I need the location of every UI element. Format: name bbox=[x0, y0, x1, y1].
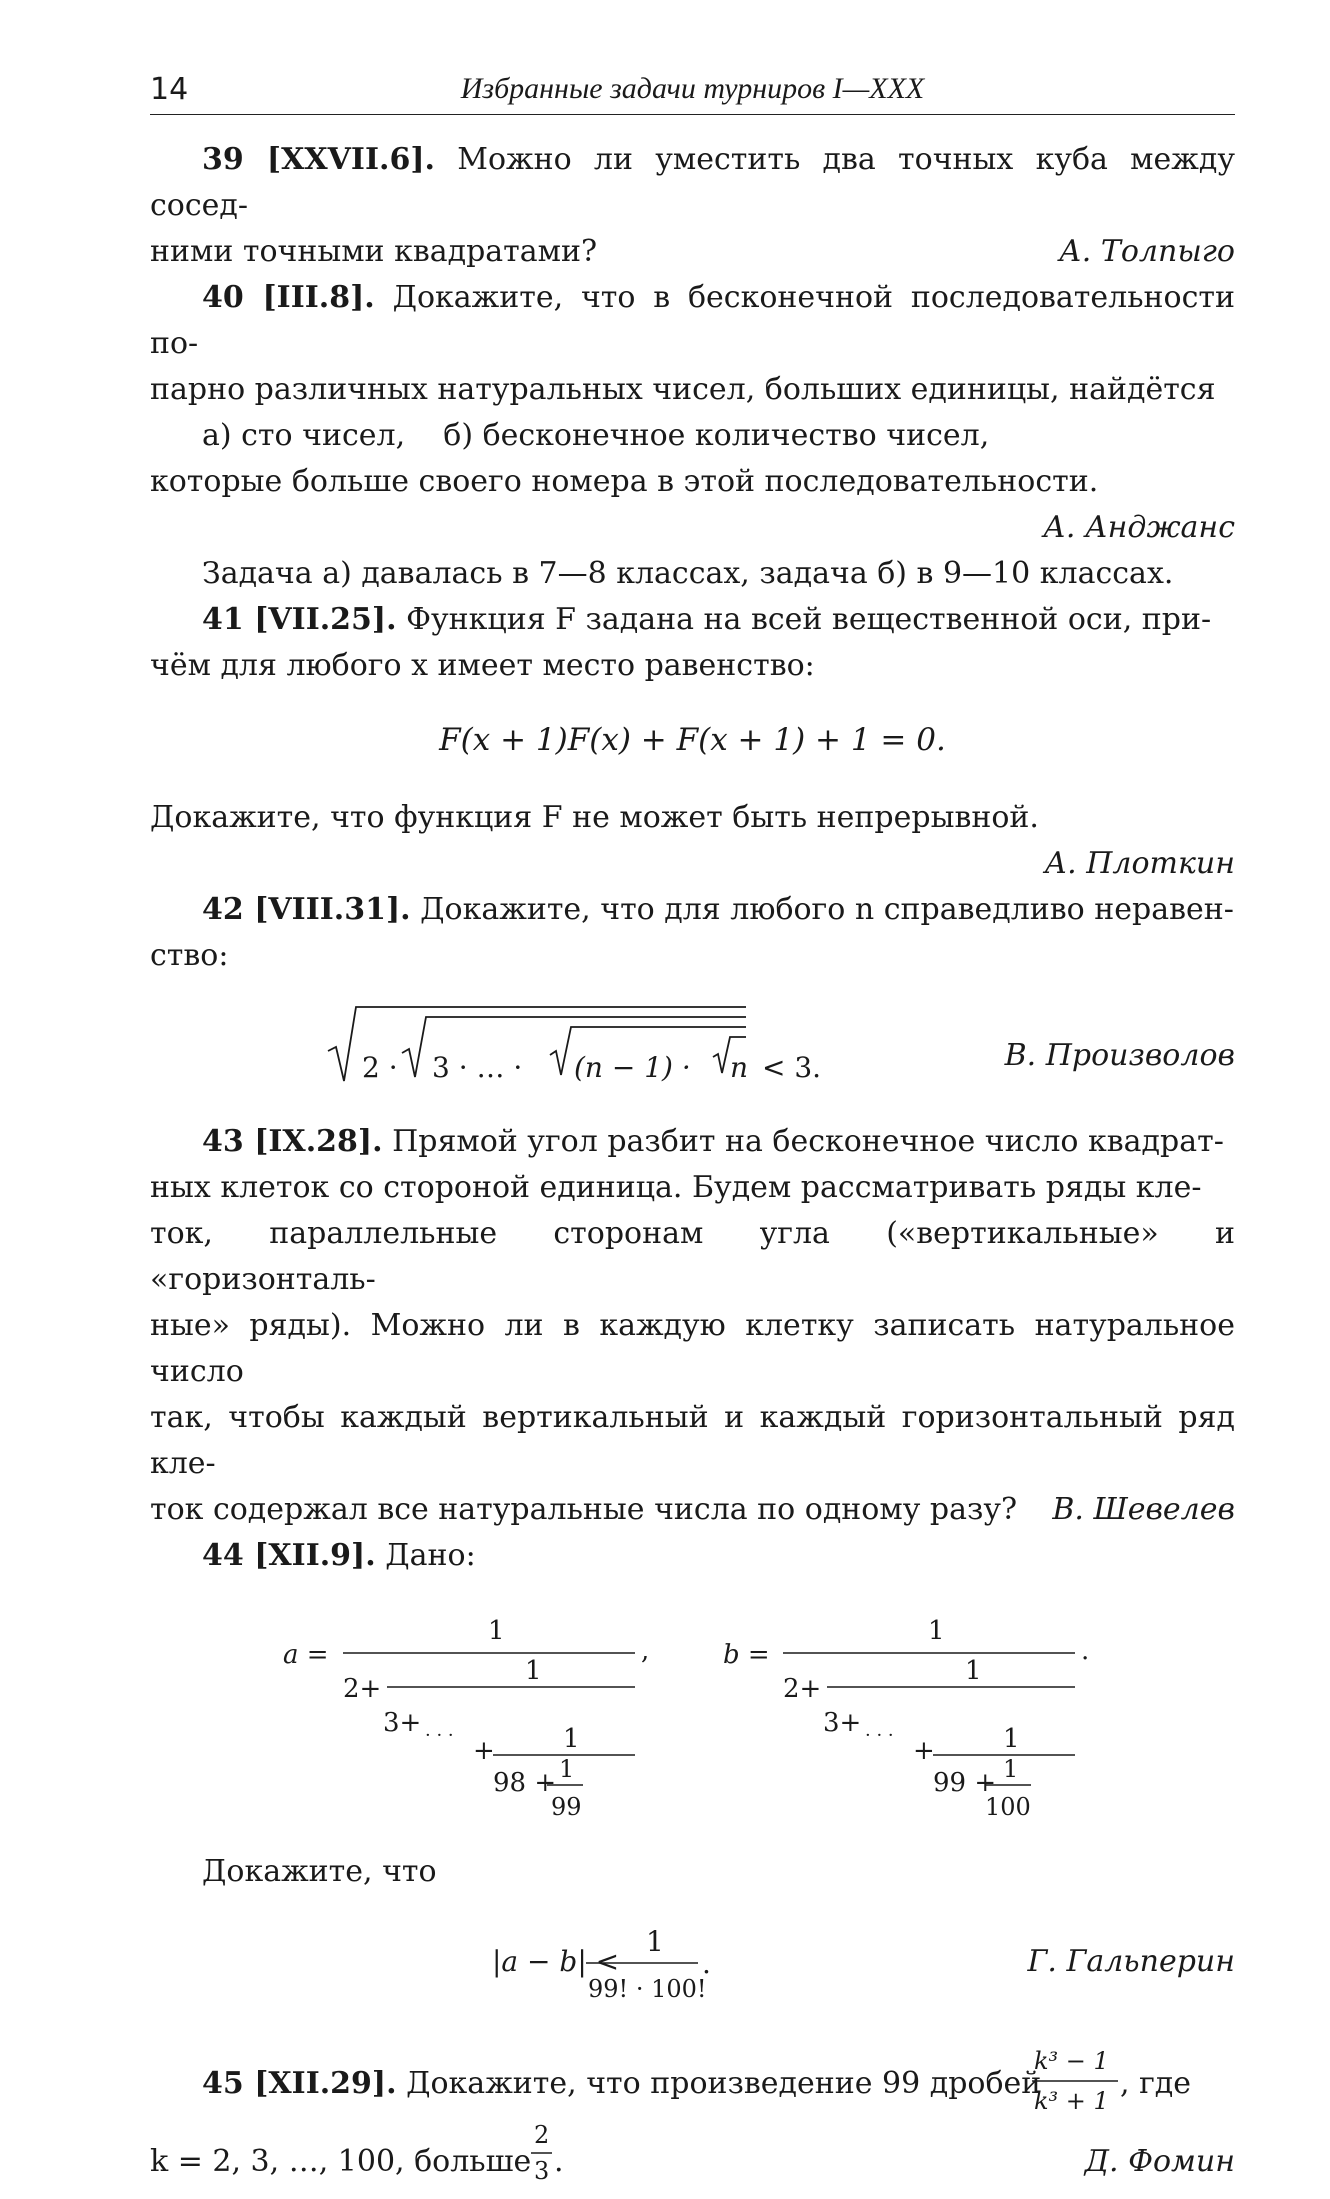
difference-inequality bbox=[150, 1917, 1235, 2009]
problem-text: Функция F задана на всей вещественной оси, при- bbox=[406, 602, 1212, 637]
inequality-denominator: 99! · 100! bbox=[588, 1975, 707, 2003]
page-body bbox=[150, 137, 1235, 2199]
continued-fractions bbox=[150, 1616, 1235, 1821]
problem-text: , где bbox=[1120, 2066, 1192, 2101]
cf-numerator: 1 bbox=[558, 1755, 574, 1783]
problem-author: Г. Гальперин bbox=[1027, 1944, 1235, 1979]
page-number: 14 bbox=[150, 72, 189, 107]
inequality-lhs: |a − b| < bbox=[492, 1945, 620, 1978]
problem-text: Докажите, что функция F не может быть непрерывной. bbox=[150, 800, 1039, 835]
page bbox=[150, 70, 1235, 2199]
cf-plus: + bbox=[912, 1736, 935, 1766]
cf-last-term: 98 + bbox=[492, 1768, 556, 1798]
problem-number: 45 [XII.29]. bbox=[202, 2066, 397, 2101]
problem-text: ные» ряды). Можно ли в каждую клетку записать натуральное число bbox=[150, 1308, 1235, 1389]
inequality-rhs: < 3. bbox=[762, 1051, 822, 1084]
cf-separator: . bbox=[1080, 1636, 1089, 1666]
problem-author: В. Шевелев bbox=[1052, 1492, 1235, 1527]
problem-text: ство: bbox=[150, 938, 229, 973]
cf-term-2: 2+ bbox=[782, 1674, 821, 1704]
fraction-denominator: k³ + 1 bbox=[1034, 2087, 1109, 2115]
problem-44 bbox=[150, 1533, 1235, 1579]
formula-functional-equation: F(x + 1)F(x) + F(x + 1) + 1 = 0. bbox=[439, 722, 946, 758]
problem-text: чём для любого x имеет место равенство: bbox=[150, 648, 815, 683]
problem-text: Докажите, что для любого n справедливо неравен- bbox=[420, 892, 1234, 927]
continued-fraction-b bbox=[722, 1616, 1103, 1821]
problem-note: Задача а) давалась в 7—8 классах, задача б) в 9—10 классах. bbox=[202, 556, 1174, 591]
cf-term-2: 2+ bbox=[342, 1674, 381, 1704]
cf-lhs: a = bbox=[282, 1640, 329, 1670]
cf-numerator: 1 bbox=[964, 1656, 982, 1686]
problem-39-last-line bbox=[150, 229, 1235, 275]
cf-lhs: b = bbox=[722, 1640, 770, 1670]
problem-text: ток содержал все натуральные числа по одному разу? bbox=[150, 1492, 1018, 1527]
problem-number: 43 [IX.28]. bbox=[202, 1124, 383, 1159]
fraction-numerator: k³ − 1 bbox=[1034, 2047, 1109, 2075]
problem-text: ними точными квадратами? bbox=[150, 234, 598, 269]
problem-author: Д. Фомин bbox=[1084, 2144, 1235, 2179]
cf-last-denominator: 100 bbox=[984, 1793, 1031, 1821]
cf-numerator: 1 bbox=[927, 1616, 945, 1646]
cf-dots: · · · bbox=[424, 1725, 454, 1746]
problem-40 bbox=[150, 275, 1235, 367]
radicand-n: n bbox=[730, 1051, 749, 1084]
cf-numerator: 1 bbox=[1002, 1755, 1018, 1783]
problem-author: А. Толпыго bbox=[1059, 234, 1235, 269]
radicand-n-minus-1: (n − 1) · bbox=[574, 1051, 691, 1084]
problem-author: А. Плоткин bbox=[1044, 846, 1235, 881]
running-header bbox=[150, 70, 1235, 115]
continued-fraction-a bbox=[282, 1616, 663, 1821]
problem-45-line-1 bbox=[202, 2061, 1041, 2107]
problem-42 bbox=[150, 887, 1235, 933]
cf-numerator: 1 bbox=[562, 1724, 580, 1754]
problem-45 bbox=[150, 2039, 1235, 2139]
cf-plus: + bbox=[472, 1736, 495, 1766]
nested-radical-inequality bbox=[150, 989, 1235, 1089]
problem-text: Можно ли уместить два точных куба между сосед- bbox=[150, 142, 1235, 223]
problem-text: Докажите, что bbox=[202, 1854, 437, 1889]
radicand-3: 3 · … · bbox=[432, 1051, 523, 1084]
cf-numerator: 1 bbox=[524, 1656, 542, 1686]
problem-39 bbox=[150, 137, 1235, 229]
problem-text: Докажите, что в бесконечной последовательности по- bbox=[150, 280, 1236, 361]
cf-separator: , bbox=[640, 1636, 649, 1666]
problem-text: которые больше своего номера в этой последовательности. bbox=[150, 464, 1099, 499]
problem-text: ток, параллельные сторонам угла («вертикальные» и «горизонталь- bbox=[150, 1216, 1235, 1297]
problem-number: 40 [III.8]. bbox=[202, 280, 375, 315]
problem-author: В. Произволов bbox=[1004, 1038, 1235, 1073]
cf-term-3: 3+ bbox=[382, 1708, 421, 1738]
item-b: б) бесконечное количество чисел, bbox=[443, 418, 990, 453]
running-title: Избранные задачи турниров I—XXX bbox=[460, 72, 925, 105]
problem-text: . bbox=[554, 2144, 564, 2179]
problem-41 bbox=[150, 597, 1235, 643]
cf-last-term: 99 + bbox=[932, 1768, 996, 1798]
problem-text: так, чтобы каждый вертикальный и каждый горизонтальный ряд кле- bbox=[150, 1400, 1235, 1481]
radicand-2: 2 · bbox=[362, 1051, 398, 1084]
problem-text: k = 2, 3, …, 100, больше bbox=[150, 2144, 532, 2179]
inequality-numerator: 1 bbox=[646, 1925, 664, 1958]
problem-author: А. Анджанс bbox=[1043, 510, 1235, 545]
inequality-end: . bbox=[702, 1947, 711, 1980]
problem-text: Докажите, что произведение 99 дробей bbox=[406, 2066, 1042, 2101]
problem-43-last-line bbox=[150, 1487, 1235, 1533]
problem-number: 39 [XXVII.6]. bbox=[202, 142, 435, 177]
cf-last-denominator: 99 bbox=[550, 1793, 582, 1821]
problem-number: 44 [XII.9]. bbox=[202, 1538, 376, 1573]
fraction-denominator: 3 bbox=[534, 2157, 550, 2185]
problem-number: 41 [VII.25]. bbox=[202, 602, 397, 637]
problem-text: Дано: bbox=[385, 1538, 476, 1573]
cf-dots: · · · bbox=[864, 1725, 894, 1746]
cf-term-3: 3+ bbox=[822, 1708, 861, 1738]
problem-45-line-2 bbox=[150, 2121, 1235, 2199]
problem-43 bbox=[150, 1119, 1235, 1165]
problem-number: 42 [VIII.31]. bbox=[202, 892, 411, 927]
cf-numerator: 1 bbox=[487, 1616, 505, 1646]
problem-text: парно различных натуральных чисел, больших единицы, найдётся bbox=[150, 372, 1216, 407]
problem-text: Прямой угол разбит на бесконечное число квадрат- bbox=[392, 1124, 1224, 1159]
cf-numerator: 1 bbox=[1002, 1724, 1020, 1754]
problem-40-items bbox=[150, 413, 1235, 459]
inequality-formula bbox=[150, 1917, 850, 2009]
fraction-numerator: 2 bbox=[534, 2121, 550, 2149]
problem-text: ных клеток со стороной единица. Будем рассматривать ряды кле- bbox=[150, 1170, 1202, 1205]
item-a: а) сто чисел, bbox=[202, 418, 406, 453]
